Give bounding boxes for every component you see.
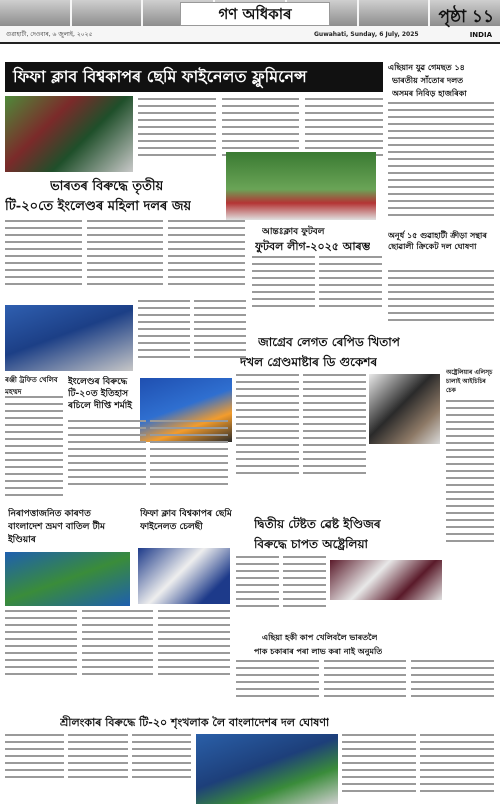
asia-swim-headline-1: এছিয়ান যুৱ গেমছত ১৪: [388, 62, 465, 72]
newspaper-title: গণ অধিকাৰ: [180, 2, 330, 26]
australia-headline-2: বিৰুদ্ধে চাপত অষ্ট্ৰেলিয়া: [254, 537, 369, 551]
asia-swim-text: [388, 102, 494, 224]
women-t20-headline-2: টি-২০তে ইংলেণ্ডৰ মহিলা দলৰ জয়: [5, 199, 192, 214]
date-assamese: গুৱাহাটী, দেওবাৰ, ৬ জুলাই, ২০২৫: [6, 31, 93, 38]
bangladesh-tour-headline: নিৰাপত্তাজনিত কাৰণত বাংলাদেশ ভ্ৰমণ বাতিল টীম ইণ্ডিয়াৰ: [8, 509, 106, 545]
asia-swim-headline-2: ভাৰতীয় সাঁতোৰ দলত: [392, 75, 464, 85]
hockey-headline-2: পাক চকাৰাৰ পৰা লাভ কৰা নাই অনুমতি: [254, 646, 383, 656]
fifa-semi-photo: [138, 548, 230, 604]
deepti-text: [68, 420, 228, 500]
gukesh-text: [236, 374, 366, 496]
hockey-text: [236, 660, 494, 700]
asia-swim-headline-3: অসমৰ নিবিড় হাজৰিকা: [392, 88, 467, 98]
australia-text: [236, 556, 326, 630]
lead-headline: ফিফা ক্লাব বিশ্বকাপৰ ছেমি ফাইনেলত ফ্লুমিনেন্স: [5, 62, 383, 92]
australia-side-headline: অষ্ট্ৰেলিয়াৰ এলিস্চ চালাই আইচিচিৰ চেক: [446, 369, 493, 394]
football-league-headline-1: আন্তঃক্লাব ফুটবল: [262, 227, 325, 237]
masthead-photo: [359, 0, 429, 26]
gukesh-headline-1: জাগ্ৰেব লেগত ৰেপিড খিতাপ: [258, 335, 400, 349]
football-league-headline-2: ফুটবল লীগ-২০২৫ আৰম্ভ: [255, 240, 371, 253]
women-t20-headline-1: ভাৰতৰ বিৰুদ্ধে তৃতীয়: [50, 179, 164, 194]
masthead-photo: [72, 0, 142, 26]
cricket-side-text: [5, 396, 63, 500]
australia-side-text: [446, 400, 494, 550]
srilanka-text-2: [342, 734, 494, 804]
women-t20-text: [5, 220, 245, 304]
page-number: পৃষ্ঠা ১১: [438, 7, 494, 27]
srilanka-headline: শ্ৰীলংকাৰ বিৰুদ্ধে টি-২০ শৃংখলাক লৈ বাংলাদেশৰ দল ঘোষণা: [60, 716, 330, 729]
gukesh-headline-2: দখল গ্ৰেণ্ডমাষ্টাৰ ডি গুকেশৰ: [240, 355, 378, 369]
masthead: [0, 0, 500, 44]
brand-label: INDIA: [469, 31, 492, 39]
fluminense-photo: [5, 96, 133, 172]
football-league-text: [252, 256, 382, 318]
bangladesh-tour-text: [5, 610, 230, 704]
date-english: Guwahati, Sunday, 6 July, 2025: [314, 31, 419, 38]
deepti-headline: ইংলেণ্ডৰ বিৰুদ্ধে টি-২০ত ইতিহাস ৰচিলে দীপ্তি শৰ্মাই: [68, 377, 132, 411]
u15-cricket-text: [388, 270, 494, 326]
football-league-photo: [226, 152, 376, 220]
australia-photo: [330, 560, 442, 600]
women-t20-text-2: [138, 300, 246, 372]
cricket-side-headline: ৰঞ্জী ট্ৰফিত খেলিব মহম্মদ: [5, 375, 58, 396]
u15-cricket-headline: অনূৰ্ধ ১৫ গুৱাহাটী ক্ৰীড়া সন্থাৰ ছোৱালী ক্ৰিকেট দল ঘোষণা: [388, 230, 487, 251]
australia-headline-1: দ্বিতীয় টেষ্টত ৱেষ্ট ইণ্ডিজৰ: [254, 517, 381, 531]
masthead-photo: [0, 0, 70, 26]
gukesh-photo: [369, 374, 440, 444]
bangladesh-tour-photo: [5, 552, 130, 606]
srilanka-photo: [196, 734, 338, 804]
women-t20-photo: [5, 305, 133, 371]
fifa-semi-headline: ফিফা ক্লাব বিশ্বকাপৰ ছেমি ফাইনেলত চেলছী: [140, 509, 232, 532]
hockey-headline-1: এছিয়া হকী কাপ খেলিবলৈ ভাৰতলৈ: [262, 632, 378, 642]
srilanka-text: [5, 734, 191, 804]
